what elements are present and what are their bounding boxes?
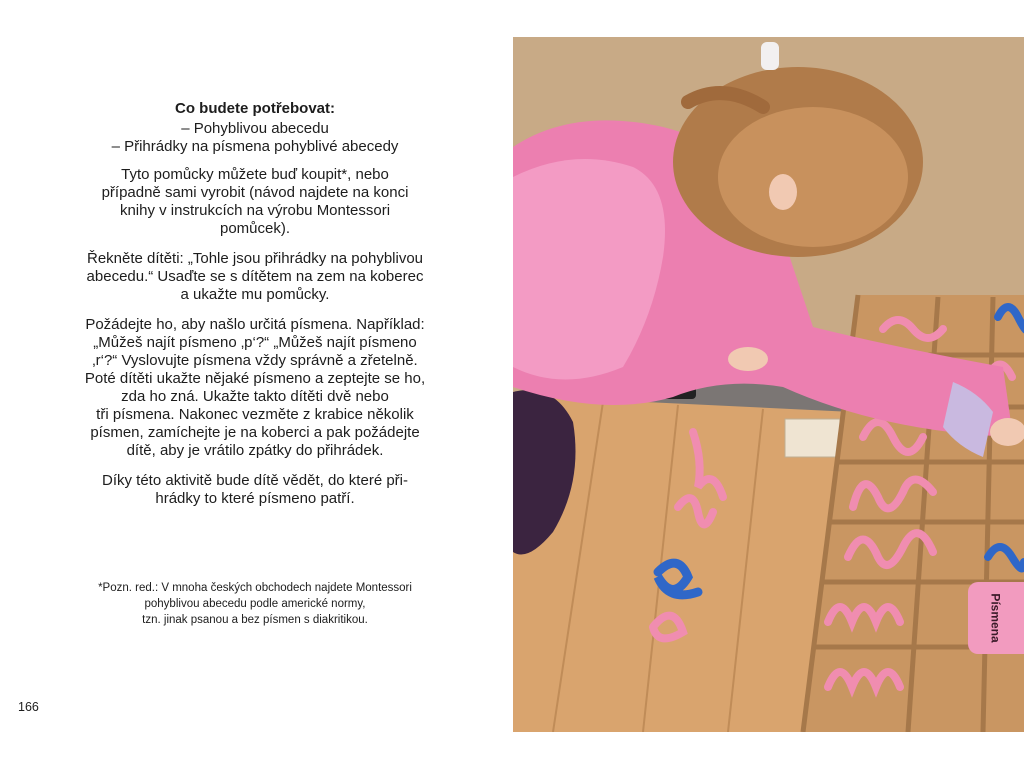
letter-card	[785, 419, 840, 457]
photo-illustration	[513, 37, 1024, 732]
text-line: ‚r‘?“ Vyslovujte písmena vždy správně a zřetelně.	[92, 352, 418, 369]
materials-heading: Co budete potřebovat:	[175, 100, 335, 117]
text-line: pomůcek).	[219, 220, 291, 237]
text-line: případně sami vyrobit (návod najdete na konci	[101, 184, 409, 201]
material-item: – Pohyblivou abecedu	[181, 120, 329, 137]
material-item: – Přihrádky na písmena pohyblivé abecedy	[111, 138, 399, 155]
text-line: Poté dítěti ukažte nějaké písmeno a zeptejte se ho,	[84, 370, 426, 387]
hair-highlight	[718, 107, 908, 247]
child-hand-left	[728, 347, 768, 371]
footnote-line: tzn. jinak psanou a bez písmen s diakritikou.	[142, 614, 368, 626]
paragraph-result	[70, 472, 440, 508]
text-line: a ukažte mu pomůcky.	[180, 286, 330, 303]
text-line: dítě, aby je vrátilo zpátky do přihrádek.	[126, 442, 384, 459]
text-line: abecedu.“ Usaďte se s dítětem na zem na koberec	[86, 268, 424, 285]
text-line: zda ho zná. Ukažte takto dítěti dvě nebo	[121, 388, 389, 405]
child-ear	[769, 174, 797, 210]
paragraph-find-letters	[70, 316, 440, 460]
child-sorting-letters-photo	[513, 37, 1024, 732]
text-line: Řekněte dítěti: „Tohle jsou přihrádky na pohyblivou	[86, 250, 424, 267]
chapter-tab	[968, 582, 1024, 654]
text-line: tři písmena. Nakonec vezměte z krabice několik	[96, 406, 414, 423]
text-line: hrádky to které písmeno patří.	[155, 490, 355, 507]
footnote-line: pohyblivou abecedu podle americké normy,	[144, 598, 366, 610]
text-line: Požádejte ho, aby našlo určitá písmena. Například:	[85, 316, 425, 333]
chapter-tab-label: Písmena	[988, 593, 1003, 643]
text-line: „Můžeš najít písmeno ‚p‘?“ „Můžeš najít písmeno	[93, 334, 417, 351]
page-number: 166	[18, 700, 39, 714]
text-line: písmen, zamíchejte je na koberci a pak požádejte	[90, 424, 420, 441]
text-line: Díky této aktivitě bude dítě vědět, do které při-	[102, 472, 408, 489]
footnote-line: *Pozn. red.: V mnoha českých obchodech najdete Montessori	[98, 582, 412, 594]
instructions-text	[70, 100, 440, 508]
paragraph-tools	[70, 166, 440, 238]
paragraph-introduce	[70, 250, 440, 304]
text-line: Tyto pomůcky můžete buď koupit*, nebo	[121, 166, 389, 183]
editor-footnote	[70, 580, 440, 628]
text-line: knihy v instrukcích na výrobu Montessori	[119, 202, 391, 219]
hair-tie	[761, 42, 779, 70]
